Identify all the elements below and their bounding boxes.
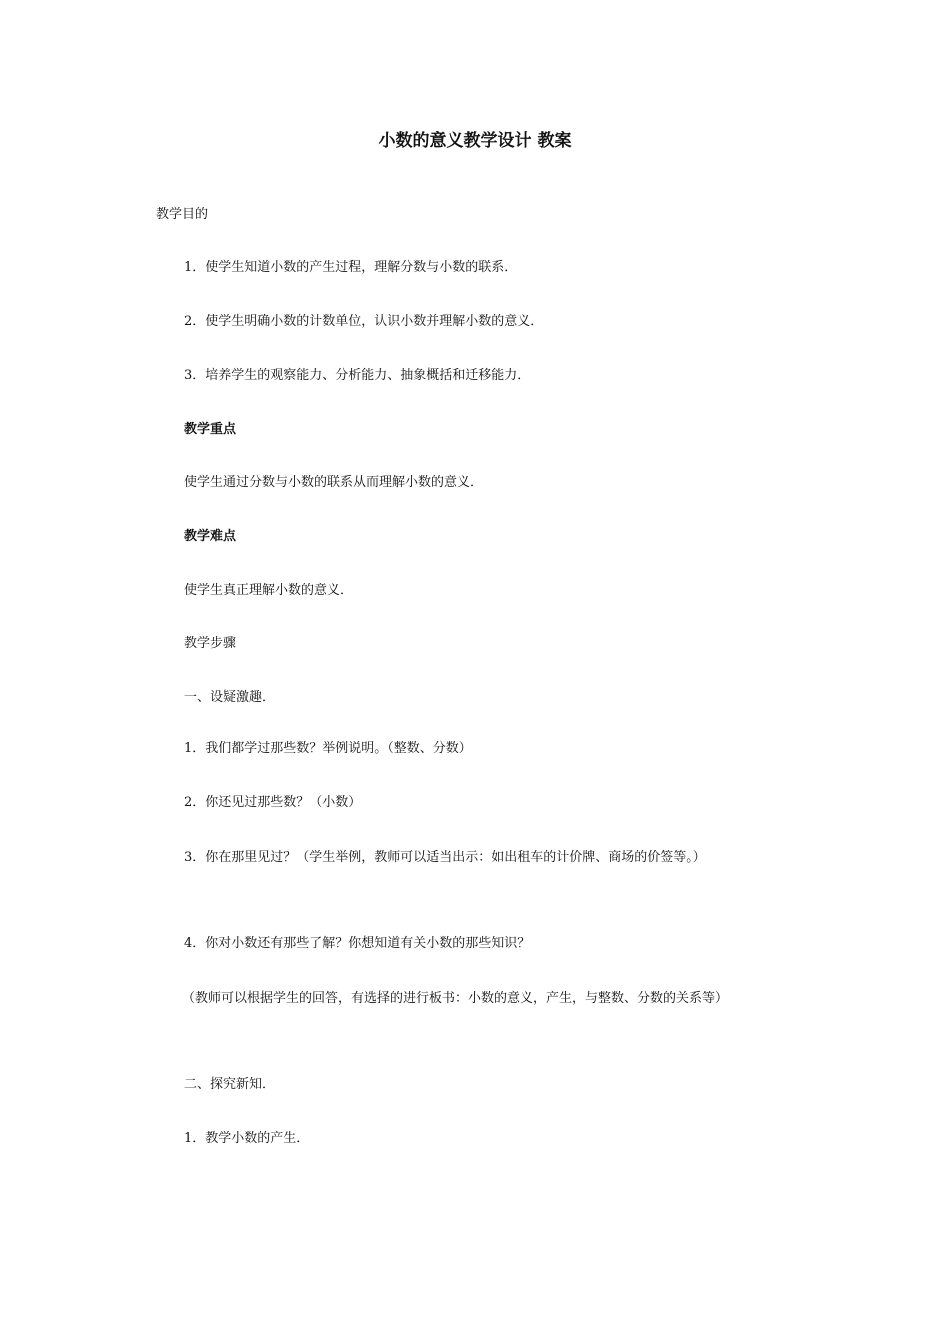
step-two-heading: 二、探究新知． [184, 1077, 276, 1092]
step-two-item-1: 1．教学小数的产生． [184, 1131, 310, 1146]
key-points-text: 使学生通过分数与小数的联系从而理解小数的意义． [184, 475, 484, 490]
section-heading-steps: 教学步骤 [184, 636, 237, 651]
objective-item-2: 2．使学生明确小数的计数单位，认识小数并理解小数的意义． [184, 314, 544, 329]
document-title: 小数的意义教学设计 教案 [378, 131, 572, 151]
step-one-item-2: 2．你还见过那些数？（小数） [184, 795, 362, 810]
step-one-item-1: 1．我们都学过那些数？举例说明。（整数、分数） [184, 741, 472, 756]
step-one-heading: 一、设疑激趣． [184, 690, 276, 705]
section-heading-difficulties: 教学难点 [184, 529, 237, 544]
step-one-note: （教师可以根据学生的回答，有选择的进行板书：小数的意义，产生，与整数、分数的关系等） [182, 991, 729, 1006]
objective-item-3: 3．培养学生的观察能力、分析能力、抽象概括和迁移能力． [184, 368, 531, 383]
difficulties-text: 使学生真正理解小数的意义． [184, 583, 354, 598]
step-one-item-4: 4．你对小数还有那些了解？你想知道有关小数的那些知识？ [184, 936, 531, 951]
step-one-item-3: 3．你在那里见过？（学生举例，教师可以适当出示：如出租车的计价牌、商场的价签等。） [184, 850, 706, 865]
objective-item-1: 1．使学生知道小数的产生过程，理解分数与小数的联系． [184, 260, 518, 275]
section-heading-key-points: 教学重点 [184, 422, 237, 437]
section-heading-objectives: 教学目的 [156, 207, 209, 222]
